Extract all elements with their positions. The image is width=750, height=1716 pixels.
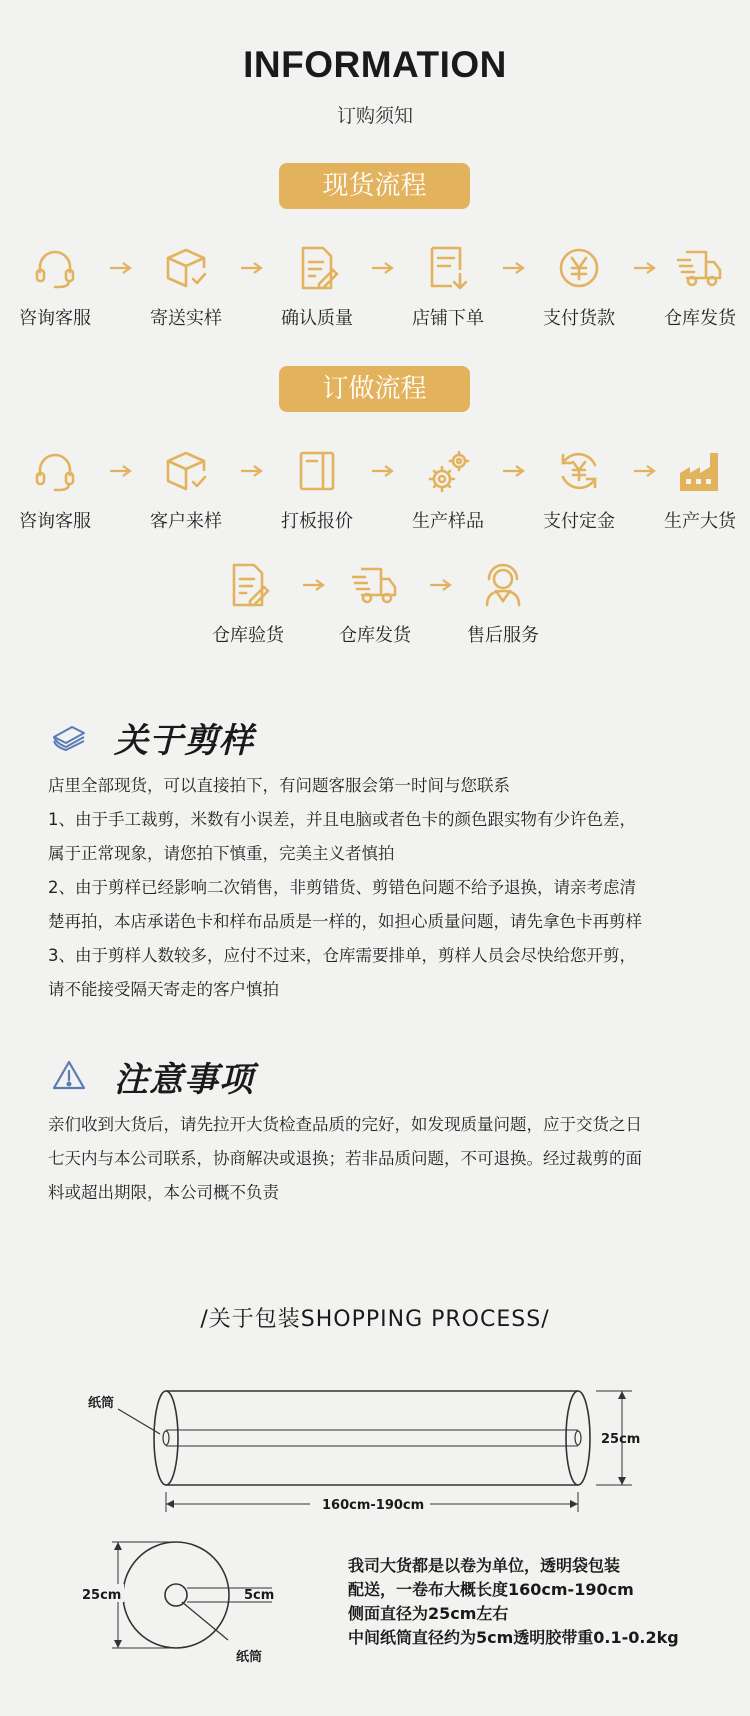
step-label: 寄送实样 — [150, 308, 222, 329]
text-line: 楚再拍，本店承诺色卡和样布品质是一样的，如担心质量问题，请先拿色卡再剪样 — [48, 912, 642, 931]
package-check-icon — [162, 447, 210, 495]
length-label: 160cm-190cm — [322, 1498, 425, 1513]
core-label: 5cm — [244, 1588, 275, 1603]
height-label: 25cm — [601, 1432, 641, 1447]
stock-step-shipping — [645, 244, 750, 330]
cutting-text — [48, 769, 708, 1007]
step-label: 售后服务 — [467, 625, 539, 646]
arrow-right-icon — [371, 464, 395, 478]
cutting-heading: 关于剪样 — [114, 721, 254, 761]
side-diameter-label: 25cm — [82, 1588, 122, 1603]
text-line: 3、由于剪样人数较多，应付不过来，仓库需要排单，剪样人员会尽快给您开剪， — [48, 946, 636, 965]
arrow-right-icon — [502, 261, 526, 275]
text-line: 2、由于剪样已经影响二次销售，非剪错货、剪错色问题不给予退换，请亲考虑清 — [48, 878, 636, 897]
text-line: 店里全部现货，可以直接拍下，有问题客服会第一时间与您联系 — [48, 776, 510, 795]
packaging-title: /关于包装SHOPPING PROCESS/ — [200, 1307, 550, 1332]
custom-step-produce-sample — [393, 447, 503, 533]
text-line: 侧面直径为25cm左右 — [348, 1604, 509, 1623]
custom-step-shipping — [320, 561, 430, 647]
step-label: 生产大货 — [664, 511, 736, 532]
headset-icon — [31, 447, 79, 495]
packaging-notes — [348, 1554, 679, 1650]
service-person-icon — [479, 561, 527, 609]
text-line: 属于正常现象，请您拍下慎重，完美主义者慎拍 — [48, 844, 395, 863]
step-label: 仓库发货 — [664, 308, 736, 329]
text-line: 配送，一卷布大概长度160cm-190cm — [348, 1580, 634, 1599]
text-line: 1、由于手工裁剪，米数有小误差，并且电脑或者色卡的颜色跟实物有少许色差， — [48, 810, 636, 829]
gears-icon — [424, 447, 472, 495]
stock-process-badge: 现货流程 — [279, 163, 470, 209]
step-label: 生产样品 — [412, 511, 484, 532]
yen-coin-icon — [555, 244, 603, 292]
headset-icon — [31, 244, 79, 292]
step-label: 支付货款 — [543, 308, 615, 329]
step-label: 店铺下单 — [412, 308, 484, 329]
arrow-right-icon — [240, 464, 264, 478]
step-label: 客户来样 — [150, 511, 222, 532]
step-label: 咨询客服 — [19, 308, 91, 329]
custom-step-quote — [262, 447, 372, 533]
text-line: 请不能接受隔天寄走的客户慎拍 — [48, 980, 279, 999]
arrow-right-icon — [502, 464, 526, 478]
yen-refresh-icon — [555, 447, 603, 495]
factory-icon — [676, 447, 724, 495]
arrow-right-icon — [109, 464, 133, 478]
package-check-icon — [162, 244, 210, 292]
delivery-truck-icon — [351, 561, 399, 609]
stock-step-quality — [262, 244, 372, 330]
stock-step-payment — [524, 244, 634, 330]
text-line: 中间纸筒直径约为5cm透明胶带重0.1-0.2kg — [348, 1628, 679, 1647]
notice-text — [48, 1108, 708, 1210]
custom-step-after-sales — [448, 561, 558, 647]
custom-step-consult — [0, 447, 110, 533]
custom-step-mass-production — [645, 447, 750, 533]
notice-heading: 注意事项 — [114, 1060, 254, 1100]
arrow-right-icon — [109, 261, 133, 275]
warning-icon — [52, 1060, 86, 1090]
custom-step-deposit — [524, 447, 634, 533]
text-line: 七天内与本公司联系，协商解决或退换；若非品质问题，不可退换。经过裁剪的面 — [48, 1149, 642, 1168]
step-label: 仓库发货 — [339, 625, 411, 646]
text-line: 我司大货都是以卷为单位，透明袋包装 — [348, 1556, 621, 1575]
document-edit-icon — [293, 244, 341, 292]
page-subtitle: 订购须知 — [336, 105, 413, 127]
custom-process-badge: 订做流程 — [279, 366, 470, 412]
custom-step-inspect — [193, 561, 303, 647]
book-icon — [293, 447, 341, 495]
arrow-right-icon — [240, 261, 264, 275]
tube-label: 纸筒 — [88, 1396, 115, 1411]
step-label: 确认质量 — [281, 308, 353, 329]
arrow-right-icon — [371, 261, 395, 275]
step-label: 打板报价 — [281, 511, 353, 532]
page-title: INFORMATION — [243, 44, 507, 85]
fabric-stack-icon — [52, 721, 86, 751]
custom-step-sample — [131, 447, 241, 533]
order-download-icon — [424, 244, 472, 292]
document-edit-icon — [224, 561, 272, 609]
roll-packaging-diagram — [0, 1380, 750, 1700]
step-label: 咨询客服 — [19, 511, 91, 532]
stock-step-order — [393, 244, 503, 330]
delivery-truck-icon — [676, 244, 724, 292]
stock-step-consult — [0, 244, 110, 330]
core-tube-label: 纸筒 — [236, 1650, 263, 1665]
text-line: 亲们收到大货后，请先拉开大货检查品质的完好，如发现质量问题，应于交货之日 — [48, 1115, 642, 1134]
step-label: 支付定金 — [543, 511, 615, 532]
stock-step-sample — [131, 244, 241, 330]
step-label: 仓库验货 — [212, 625, 284, 646]
text-line: 料或超出期限，本公司概不负责 — [48, 1183, 279, 1202]
